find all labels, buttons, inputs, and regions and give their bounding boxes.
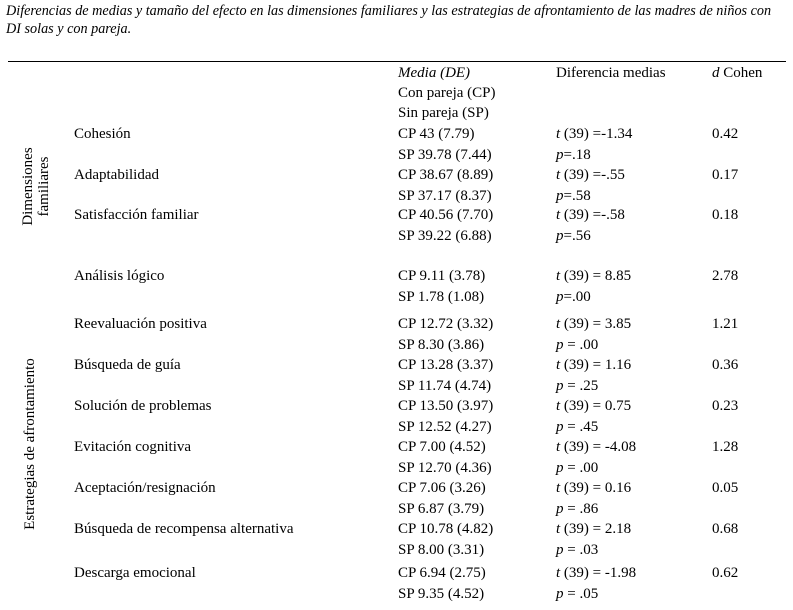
row-t-stat [556, 563, 636, 583]
row-cp-value: CP 7.00 (4.52) [398, 439, 486, 455]
header-con-pareja: Con pareja (CP) [398, 85, 496, 101]
t-value: (39) = 1.16 [560, 357, 632, 373]
group-label-afrontamiento [22, 340, 38, 548]
t-value: (39) = -4.08 [560, 439, 637, 455]
row-name: Reevaluación positiva [74, 316, 207, 332]
p-value: = .00 [563, 460, 599, 476]
p-letter: p [556, 228, 564, 244]
row-name: Adaptabilidad [74, 167, 159, 183]
row-sp-value: SP 8.30 (3.86) [398, 337, 485, 353]
table-caption: Diferencias de medias y tamaño del efecto en las dimensiones familiares y las estrategias de afrontamiento de las madres de niños con DI solas y con pareja. [6, 3, 772, 37]
p-value: = .03 [563, 542, 599, 558]
row-sp-value: SP 11.74 (4.74) [398, 378, 492, 394]
p-letter: p [556, 378, 564, 394]
t-value: (39) = 2.18 [560, 521, 632, 537]
row-name: Satisfacción familiar [74, 207, 199, 223]
p-value: = .00 [563, 337, 599, 353]
row-cohen-d: 0.42 [712, 126, 739, 142]
row-cohen-d: 0.68 [712, 521, 739, 537]
row-cohen-d: 1.21 [712, 316, 739, 332]
top-rule [8, 61, 786, 62]
p-letter: p [556, 586, 564, 602]
p-value: = .25 [563, 378, 599, 394]
row-name: Análisis lógico [74, 268, 165, 284]
row-t-stat [556, 266, 631, 286]
row-p-value [556, 186, 591, 206]
t-letter: t [556, 167, 561, 183]
p-letter: p [556, 289, 564, 305]
row-t-stat [556, 314, 631, 334]
row-p-value [556, 145, 591, 165]
row-name: Descarga emocional [74, 565, 196, 581]
t-letter: t [556, 480, 561, 496]
row-sp-value: SP 39.78 (7.44) [398, 147, 492, 163]
p-letter: p [556, 460, 564, 476]
row-cohen-d: 0.62 [712, 565, 739, 581]
row-sp-value: SP 8.00 (3.31) [398, 542, 485, 558]
t-value: (39) =-.58 [560, 207, 625, 223]
row-sp-value: SP 9.35 (4.52) [398, 586, 485, 602]
header-cohen [712, 63, 762, 83]
row-p-value [556, 584, 598, 604]
row-p-value [556, 540, 598, 560]
row-name: Búsqueda de recompensa alternativa [74, 521, 294, 537]
p-letter: p [556, 188, 564, 204]
row-t-stat [556, 437, 636, 457]
t-value: (39) =-.55 [560, 167, 625, 183]
t-letter: t [556, 565, 561, 581]
row-cohen-d: 0.23 [712, 398, 739, 414]
row-sp-value: SP 39.22 (6.88) [398, 228, 492, 244]
row-p-value [556, 458, 598, 478]
p-letter: p [556, 337, 564, 353]
t-value: (39) = 3.85 [560, 316, 632, 332]
row-cp-value: CP 10.78 (4.82) [398, 521, 494, 537]
t-value: (39) = -1.98 [560, 565, 637, 581]
row-cp-value: CP 12.72 (3.32) [398, 316, 494, 332]
t-letter: t [556, 316, 561, 332]
cohen-label: Cohen [719, 65, 763, 81]
p-value: = .45 [563, 419, 599, 435]
p-value: =.56 [563, 228, 591, 244]
row-p-value [556, 417, 598, 437]
row-cp-value: CP 13.50 (3.97) [398, 398, 494, 414]
row-sp-value: SP 12.52 (4.27) [398, 419, 492, 435]
row-t-stat [556, 355, 631, 375]
row-t-stat [556, 478, 631, 498]
p-letter: p [556, 542, 564, 558]
t-value: (39) =-1.34 [560, 126, 633, 142]
row-cp-value: CP 40.56 (7.70) [398, 207, 494, 223]
row-cp-value: CP 9.11 (3.78) [398, 268, 486, 284]
t-letter: t [556, 207, 561, 223]
row-p-value [556, 226, 591, 246]
p-letter: p [556, 501, 564, 517]
row-t-stat [556, 396, 631, 416]
row-sp-value: SP 12.70 (4.36) [398, 460, 492, 476]
row-p-value [556, 335, 598, 355]
row-t-stat [556, 165, 625, 185]
row-t-stat [556, 124, 632, 144]
row-sp-value: SP 6.87 (3.79) [398, 501, 485, 517]
t-letter: t [556, 439, 561, 455]
row-cp-value: CP 13.28 (3.37) [398, 357, 494, 373]
header-media: Media (DE) [398, 65, 471, 81]
p-value: =.18 [563, 147, 591, 163]
row-t-stat [556, 205, 625, 225]
row-sp-value: SP 1.78 (1.08) [398, 289, 485, 305]
row-cohen-d: 1.28 [712, 439, 739, 455]
group-label-afrontamiento-text: Estrategias de afrontamiento [22, 358, 38, 530]
row-cp-value: CP 7.06 (3.26) [398, 480, 486, 496]
cohen-d-letter: d [712, 65, 720, 81]
t-letter: t [556, 268, 561, 284]
p-letter: p [556, 147, 564, 163]
p-value: = .05 [563, 586, 599, 602]
row-cohen-d: 0.05 [712, 480, 739, 496]
group-label-familiares [20, 133, 52, 240]
group-label-familiares-line2: familiares [36, 156, 52, 217]
row-name: Búsqueda de guía [74, 357, 181, 373]
p-value: =.00 [563, 289, 591, 305]
t-value: (39) = 0.16 [560, 480, 632, 496]
t-letter: t [556, 521, 561, 537]
t-value: (39) = 8.85 [560, 268, 632, 284]
row-sp-value: SP 37.17 (8.37) [398, 188, 492, 204]
p-value: =.58 [563, 188, 591, 204]
row-name: Aceptación/resignación [74, 480, 216, 496]
row-name: Evitación cognitiva [74, 439, 192, 455]
row-cohen-d: 2.78 [712, 268, 739, 284]
row-p-value [556, 499, 598, 519]
row-cp-value: CP 43 (7.79) [398, 126, 475, 142]
t-letter: t [556, 126, 561, 142]
row-p-value [556, 287, 591, 307]
group-label-familiares-line1: Dimensiones [20, 147, 36, 226]
row-cohen-d: 0.17 [712, 167, 739, 183]
row-name: Solución de problemas [74, 398, 212, 414]
t-letter: t [556, 398, 561, 414]
p-letter: p [556, 419, 564, 435]
header-diferencia: Diferencia medias [556, 65, 666, 81]
row-name: Cohesión [74, 126, 131, 142]
p-value: = .86 [563, 501, 599, 517]
row-cohen-d: 0.18 [712, 207, 739, 223]
row-cp-value: CP 6.94 (2.75) [398, 565, 486, 581]
t-value: (39) = 0.75 [560, 398, 632, 414]
row-cohen-d: 0.36 [712, 357, 739, 373]
header-sin-pareja: Sin pareja (SP) [398, 105, 489, 121]
row-cp-value: CP 38.67 (8.89) [398, 167, 494, 183]
row-t-stat [556, 519, 631, 539]
row-p-value [556, 376, 598, 396]
t-letter: t [556, 357, 561, 373]
